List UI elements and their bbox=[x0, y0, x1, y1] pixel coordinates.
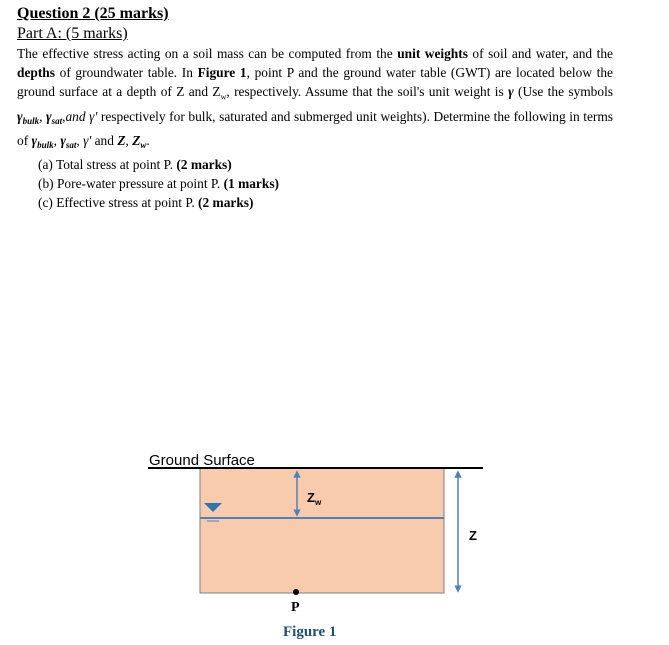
bold-figure-ref: Figure 1 bbox=[197, 65, 247, 80]
item-a: (a) Total stress at point P. (2 marks) bbox=[38, 156, 232, 172]
bold-depths: depths bbox=[17, 65, 55, 80]
gamma-symbol: γ bbox=[508, 84, 514, 99]
item-c: (c) Effective stress at point P. (2 marks) bbox=[38, 194, 254, 210]
z-label: Z bbox=[469, 528, 477, 543]
question-title: Question 2 (25 marks) bbox=[17, 5, 169, 22]
point-p-marker bbox=[293, 589, 299, 595]
zw-label: $Z_w$ bbox=[307, 490, 322, 507]
bold-unit-weights: unit weights bbox=[397, 46, 468, 61]
ground-surface-label: Ground Surface bbox=[149, 452, 255, 469]
gamma-prime: γ' bbox=[89, 108, 98, 124]
figure-caption: Figure 1 bbox=[283, 624, 337, 640]
item-b: (b) Pore-water pressure at point P. (1 marks) bbox=[38, 175, 279, 191]
point-p-label: P bbox=[291, 600, 300, 615]
question-paragraph: The effective stress acting on a soil mass can be computed from the unit weights of soil and water, and the depths of groundwater table. In Figure 1, point P and the ground water table (GWT) are located below the ground surface at a depth of Z and $Z_w$, respectively. Assume that the soil's unit weight is γ (Use the symbols $\gamma_{bulk}$, $\gamma_{sat},and$ γ' respectively for bulk, saturated and submerged unit weights). Determine the following in terms of $\gamma_{bulk}$, $\gamma_{sat}$, γ' and Z, $Z_w$. bbox=[17, 46, 614, 150]
part-a-heading: Part A: (5 marks) bbox=[17, 25, 128, 42]
soil-block bbox=[200, 468, 444, 593]
